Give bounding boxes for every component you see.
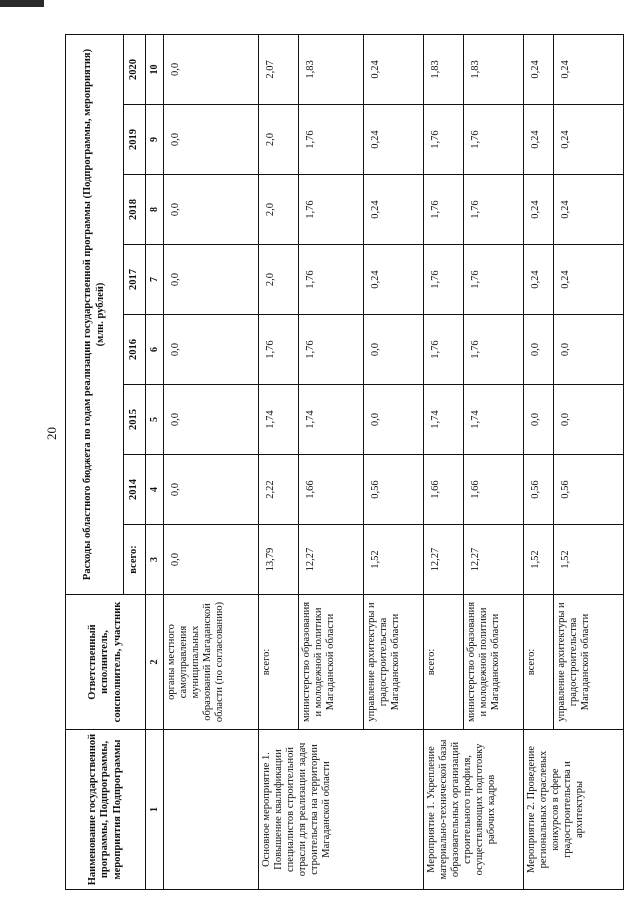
year-value-cell: 1,76 [424, 105, 464, 175]
executor-cell: министерство образования и молодежной политики Магаданской области [464, 595, 524, 730]
header-year: 2017 [124, 245, 146, 315]
year-value-cell: 0,0 [164, 105, 259, 175]
column-number: 1 [146, 730, 164, 890]
year-value-cell: 0,0 [164, 34, 259, 104]
year-value-cell: 1,76 [464, 105, 524, 175]
header-total: всего: [124, 525, 146, 595]
budget-table-page [65, 35, 590, 890]
header-year: 2018 [124, 175, 146, 245]
year-value-cell: 0,56 [554, 455, 624, 525]
year-value-cell: 1,76 [299, 245, 364, 315]
year-value-cell: 1,83 [299, 34, 364, 104]
year-value-cell: 1,74 [424, 385, 464, 455]
table-row [259, 34, 299, 889]
executor-cell: всего: [524, 595, 554, 730]
activity-name: Основное мероприятие 1. Повышение квалификации специалистов строительной отрасли для реализации задач строительства на территории Магаданской области [259, 730, 424, 890]
year-value-cell: 1,74 [259, 385, 299, 455]
year-value-cell: 0,24 [524, 245, 554, 315]
total-value-cell: 12,27 [424, 525, 464, 595]
year-value-cell: 1,74 [464, 385, 524, 455]
year-value-cell: 2,07 [259, 34, 299, 104]
header-year: 2016 [124, 315, 146, 385]
year-value-cell: 1,66 [464, 455, 524, 525]
budget-table [65, 34, 624, 890]
year-value-cell: 2,0 [259, 245, 299, 315]
year-value-cell: 2,0 [259, 105, 299, 175]
column-number: 8 [146, 175, 164, 245]
year-value-cell: 0,56 [364, 455, 424, 525]
year-value-cell: 2,0 [259, 175, 299, 245]
executor-cell: органы местного самоуправления муниципальных образований Магаданской области (по согласованию) [164, 595, 259, 730]
year-value-cell: 0,24 [364, 245, 424, 315]
column-number: 6 [146, 315, 164, 385]
year-value-cell: 1,76 [424, 245, 464, 315]
scan-edge-mark [0, 0, 44, 7]
column-number: 4 [146, 455, 164, 525]
header-expenses: Расходы областного бюджета по годам реализации государственной программы (Подпрограммы, мероприятия) (млн. рублей) [66, 34, 124, 594]
header-year: 2020 [124, 34, 146, 104]
header-executor: Ответственный исполнитель, соисполнитель, участник [66, 595, 146, 730]
year-value-cell: 1,83 [464, 34, 524, 104]
activity-name [164, 730, 259, 890]
total-value-cell: 13,79 [259, 525, 299, 595]
year-value-cell: 1,76 [259, 315, 299, 385]
total-value-cell: 1,52 [364, 525, 424, 595]
year-value-cell: 1,66 [424, 455, 464, 525]
executor-cell: управление архитектуры и градостроительства Магаданской области [364, 595, 424, 730]
year-value-cell: 2,22 [259, 455, 299, 525]
year-value-cell: 1,76 [424, 175, 464, 245]
year-value-cell: 1,76 [299, 175, 364, 245]
year-value-cell: 0,56 [524, 455, 554, 525]
executor-cell: управление архитектуры и градостроительства Магаданской области [554, 595, 624, 730]
year-value-cell: 0,0 [164, 315, 259, 385]
column-number: 5 [146, 385, 164, 455]
total-value-cell: 1,52 [524, 525, 554, 595]
column-number: 10 [146, 34, 164, 104]
year-value-cell: 0,24 [364, 105, 424, 175]
column-number: 9 [146, 105, 164, 175]
column-number: 2 [146, 595, 164, 730]
year-value-cell: 1,66 [299, 455, 364, 525]
year-value-cell: 1,74 [299, 385, 364, 455]
column-number: 3 [146, 525, 164, 595]
year-value-cell: 0,0 [554, 385, 624, 455]
year-value-cell: 0,24 [364, 175, 424, 245]
executor-cell: всего: [424, 595, 464, 730]
year-value-cell: 0,0 [164, 245, 259, 315]
year-value-cell: 0,24 [364, 34, 424, 104]
year-value-cell: 0,24 [554, 175, 624, 245]
year-value-cell: 0,0 [554, 315, 624, 385]
year-value-cell: 0,24 [524, 175, 554, 245]
year-value-cell: 0,24 [524, 34, 554, 104]
executor-cell: министерство образования и молодежной политики Магаданской области [299, 595, 364, 730]
year-value-cell: 1,76 [464, 315, 524, 385]
year-value-cell: 0,24 [554, 245, 624, 315]
year-value-cell: 0,0 [524, 385, 554, 455]
year-value-cell: 1,76 [464, 175, 524, 245]
activity-name: Мероприятие 1. Укрепление материально-технической базы образовательных организаций строительного профиля, осуществляющих подготовку рабочих кадров [424, 730, 524, 890]
total-value-cell: 12,27 [464, 525, 524, 595]
year-value-cell: 0,24 [554, 34, 624, 104]
year-value-cell: 1,76 [424, 315, 464, 385]
executor-cell: всего: [259, 595, 299, 730]
year-value-cell: 0,0 [364, 315, 424, 385]
header-year: 2014 [124, 455, 146, 525]
year-value-cell: 1,76 [464, 245, 524, 315]
year-value-cell: 0,0 [524, 315, 554, 385]
header-name: Наименование государственной программы, Подпрограммы, мероприятия Подпрограммы [66, 730, 146, 890]
header-year: 2015 [124, 385, 146, 455]
total-value-cell: 1,52 [554, 525, 624, 595]
year-value-cell: 0,0 [164, 385, 259, 455]
year-value-cell: 0,0 [164, 175, 259, 245]
table-row [524, 34, 554, 889]
year-value-cell: 1,76 [299, 315, 364, 385]
year-value-cell: 0,24 [524, 105, 554, 175]
year-value-cell: 0,0 [164, 455, 259, 525]
total-value-cell: 0,0 [164, 525, 259, 595]
year-value-cell: 0,24 [554, 105, 624, 175]
year-value-cell: 1,83 [424, 34, 464, 104]
total-value-cell: 12,27 [299, 525, 364, 595]
header-year: 2019 [124, 105, 146, 175]
column-number: 7 [146, 245, 164, 315]
page-number: 20 [44, 427, 59, 440]
table-row [164, 34, 259, 889]
year-value-cell: 1,76 [299, 105, 364, 175]
activity-name: Мероприятие 2. Проведение региональных отраслевых конкурсов в сфере градостроительства и архитектуры [524, 730, 624, 890]
table-row [424, 34, 464, 889]
year-value-cell: 0,0 [364, 385, 424, 455]
